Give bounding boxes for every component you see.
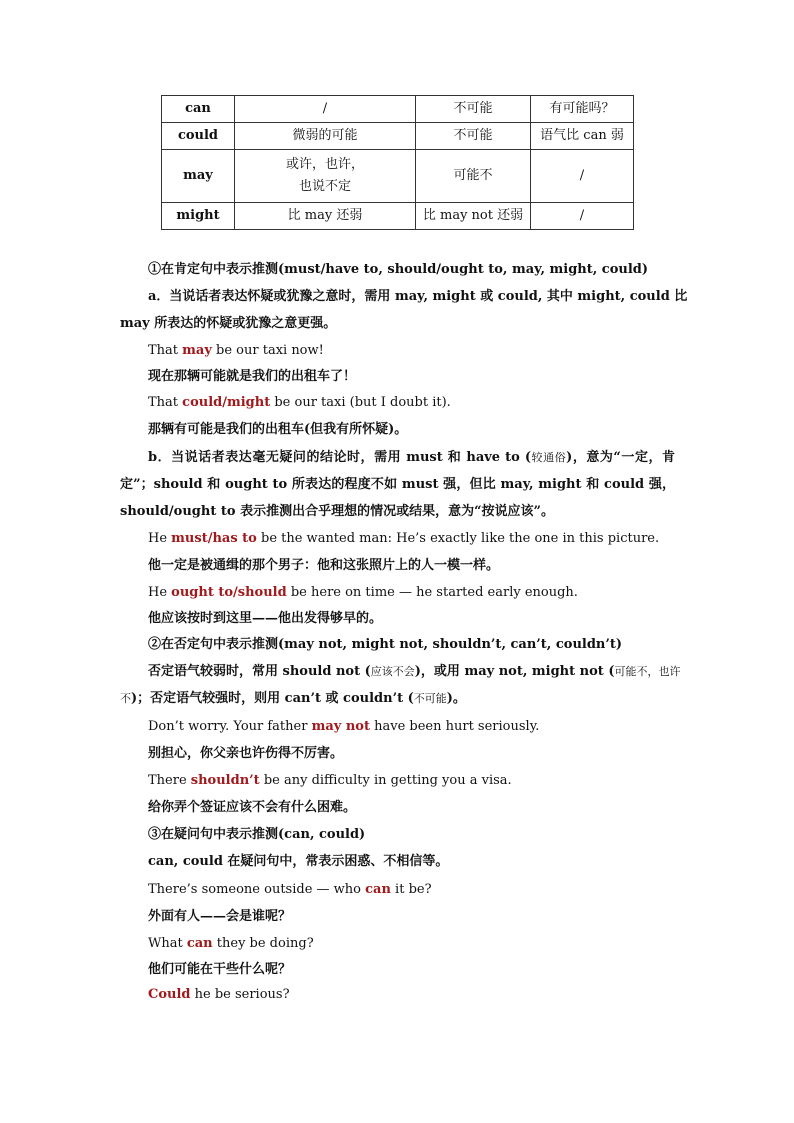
example-translation: 他应该按时到这里——他出发得够早的。 xyxy=(148,611,383,626)
example-translation: 给你弄个签证应该不会有什么困难。 xyxy=(148,800,357,815)
section-heading-question: ③在疑问句中表示推测(can, could) xyxy=(148,827,366,842)
table-row xyxy=(162,123,634,150)
paragraph-a-line: a．当说话者表达怀疑或犹豫之意时，需用 may, might 或 could, 其中 might, could 比 xyxy=(148,289,688,304)
example-translation: 他一定是被通缉的那个男子：他和这张照片上的人一模一样。 xyxy=(148,558,500,573)
table-cell: 可能不 xyxy=(416,150,531,203)
table-cell: / xyxy=(531,203,634,230)
table-cell: 有可能吗？ xyxy=(531,96,634,123)
paragraph-question: can, could 在疑问句中，常表示困惑、不相信等。 xyxy=(148,854,449,869)
table-cell: 比 may not 还弱 xyxy=(416,203,531,230)
example-translation: 现在那辆可能就是我们的出租车了！ xyxy=(148,369,357,384)
paragraph-b-line: should/ought to 表示推测出合乎理想的情况或结果，意为“按说应该”。 xyxy=(120,504,555,519)
paragraph-b-line: 定”；should 和 ought to 所表达的程度不如 must 强，但比 may, might 和 could 强， xyxy=(120,477,675,492)
paragraph-b-line: b．当说话者表达毫无疑问的结论时，需用 must 和 have to (较通俗)，意为“一定，肯 xyxy=(148,450,676,465)
section-heading-affirmative: ①在肯定句中表示推测(must/have to, should/ought to, may, might, could) xyxy=(148,262,649,277)
example-sentence: There’s someone outside — who can it be? xyxy=(148,882,432,897)
example-translation: 那辆有可能是我们的出租车(但我有所怀疑)。 xyxy=(148,422,408,437)
table-cell: 比 may 还弱 xyxy=(235,203,416,230)
example-sentence: There shouldn’t be any difficulty in getting you a visa. xyxy=(148,773,512,788)
example-translation: 他们可能在干些什么呢？ xyxy=(148,962,292,977)
table-cell-word: may xyxy=(162,150,235,203)
example-sentence: He must/has to be the wanted man: He’s exactly like the one in this picture. xyxy=(148,531,660,546)
paragraph-negative-line: 不)；否定语气较强时，则用 can’t 或 couldn’t (不可能)。 xyxy=(120,691,466,706)
example-sentence: That may be our taxi now! xyxy=(148,343,324,358)
table-row xyxy=(162,96,634,123)
section-heading-negative: ②在否定句中表示推测(may not, might not, shouldn’t, can’t, couldn’t) xyxy=(148,637,623,652)
example-translation: 外面有人——会是谁呢？ xyxy=(148,909,292,924)
paragraph-negative-line: 否定语气较弱时，常用 should not (应该不会)，或用 may not, might not (可能不，也许 xyxy=(148,664,681,679)
example-sentence: That could/might be our taxi (but I doubt it). xyxy=(148,395,451,410)
example-sentence: He ought to/should be here on time — he started early enough. xyxy=(148,585,578,600)
table-row xyxy=(162,150,634,203)
table-cell: / xyxy=(531,150,634,203)
table-cell: 不可能 xyxy=(416,123,531,150)
table-cell-word: might xyxy=(162,203,235,230)
example-sentence: Could he be serious? xyxy=(148,987,290,1002)
table-cell: 微弱的可能 xyxy=(235,123,416,150)
modal-verbs-table xyxy=(161,95,634,230)
example-translation: 别担心，你父亲也许伤得不厉害。 xyxy=(148,746,344,761)
table-cell: 语气比 can 弱 xyxy=(531,123,634,150)
table-cell-word: can xyxy=(162,96,235,123)
table-cell: 不可能 xyxy=(416,96,531,123)
table-row xyxy=(162,203,634,230)
table-cell: 或许，也许， 也说不定 xyxy=(235,150,416,203)
table-cell-word: could xyxy=(162,123,235,150)
table-cell: / xyxy=(235,96,416,123)
example-sentence: What can they be doing? xyxy=(148,936,314,951)
paragraph-a-line: may 所表达的怀疑或犹豫之意更强。 xyxy=(120,316,337,331)
example-sentence: Don’t worry. Your father may not have been hurt seriously. xyxy=(148,719,540,734)
